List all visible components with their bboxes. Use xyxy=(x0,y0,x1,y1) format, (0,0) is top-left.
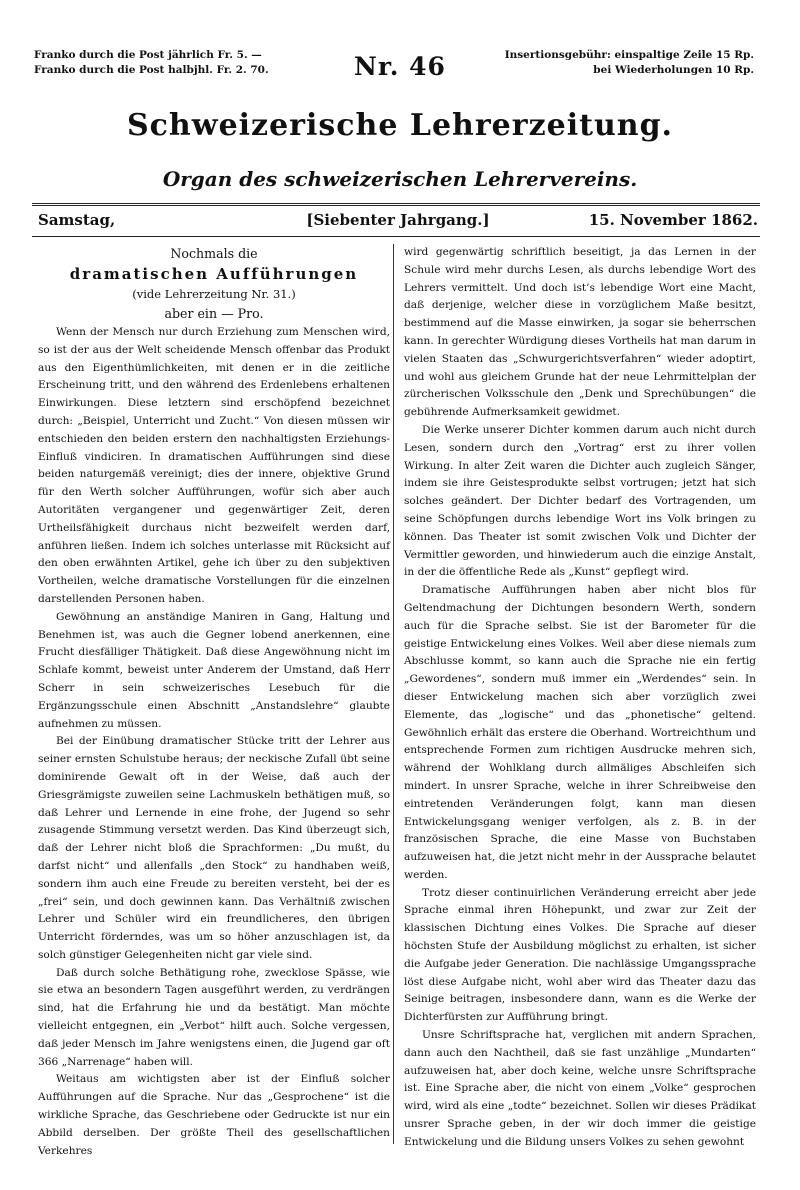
paragraph: Dramatische Aufführungen haben aber nicht blos für Geltendmachung der Dichtungen besondern Werth, sondern auch für die Sprache selbst. Sie ist der Barometer für die geistige Entwickelung eines Volkes. Weil aber diese niemals zum Abschlusse kommt, so kann auch die Sprache nie ein fertig „Gewordenes“, sondern muß immer ein „Werdendes“ sein. In dieser Entwickelung machen sich aber vorzüglich zwei Elemente, das „logische“ und das „phonetische“ geltend. Gewöhnlich erhält das erstere die Oberhand. Wortreichthum und entsprechende Formen zum richtigen Ausdrucke mehren sich, während der Wohlklang durch allmäliges Abschleifen sich mindert. In unsrer Sprache, welche in ihrer Schreibweise den eintretenden Veränderungen folgt, kann man diesen Entwickelungsgang weniger verfolgen, als z. B. in der französischen Sprache, die eine Masse von Buchstaben aufzuweisen hat, die jetzt nicht mehr in der Aussprache belautet werden. xyxy=(404,584,756,881)
volume-label: [Siebenter Jahrgang.] xyxy=(306,211,490,229)
article-post-title: aber ein — Pro. xyxy=(164,306,264,321)
subscription-halfyearly: Franko durch die Post halbjhl. Fr. 2. 70. xyxy=(34,64,269,76)
article-title: dramatischen Aufführungen xyxy=(69,265,359,283)
paragraph-continued: wird gegenwärtig schriftlich beseitigt, ja das Lernen in der Schule wird mehr durchs Lesen, als durchs lebendige Wort des Lehrers vermittelt. Und doch ist’s lebendige Wort eine Macht, daß derjenige, welcher diese in vorzüglichem Maße besitzt, bestimmend auf die Masse einwirken, ja sogar sie beherrschen kann. In gerechter Würdigung dieses Vortheils hat man darum in vielen Staaten das „Schwurgerichtsverfahren“ wieder adoptirt, und wohl aus gleichem Grunde hat der neue Lehrmittelplan der zürcherischen Volksschule den „Denk und Sprechübungen“ die gebührende Aufmerksamkeit gewidmet. xyxy=(404,246,756,419)
subscription-yearly: Franko durch die Post jährlich Fr. 5. — xyxy=(34,49,262,61)
issue-date: 15. November 1862. xyxy=(588,211,758,229)
paragraph: Unsre Schriftsprache hat, verglichen mit andern Sprachen, dann auch den Nachtheil, daß sie fast unzählige „Mundarten“ aufzuweisen hat, aber doch keine, welche unsre Schriftsprache ist. Eine Sprache aber, die nicht von einem „Volke“ gesprochen wird, wird als eine „todte“ bezeichnet. Sollen wir dieses Prädikat unsrer Sprache geben, in der wir doch immer die geistige Entwickelung und die Bildung unsers Volkes zu sehen gewohnt xyxy=(404,1029,756,1148)
header-rule-top xyxy=(32,203,760,206)
advertising-rates xyxy=(505,48,754,78)
article-reference: (vide Lehrerzeitung Nr. 31.) xyxy=(132,287,296,301)
paragraph: Wenn der Mensch nur durch Erziehung zum Menschen wird, so ist der aus der Welt scheidende Mensch offenbar das Produkt aus den Eigenthümlichkeiten, mit denen er in die zeitliche Erscheinung tritt, und den während des Erdenlebens erhaltenen Einwirkungen. Diese letztern sind erschöpfend bezeichnet durch: „Beispiel, Unterricht und Zucht.“ Von diesen müssen wir entschieden den beiden erstern den nachhaltigsten Erziehungs-Einfluß vindiciren. In dramatischen Aufführungen sind diese beiden naturgemäß vereinigt; dies der innere, objektive Grund für den Werth solcher Aufführungen, wofür sich aber auch Autoritäten vergangener und gegenwärtiger Zeit, deren Urtheilsfähigkeit durchaus nicht bezweifelt werden darf, anführen ließen. Indem ich solches unterlasse mit Rücksicht auf den oben erwähnten Artikel, gehe ich über zu den subjektiven Vortheilen, welche dramatische Vorstellungen für die einzelnen darstellenden Personen haben. xyxy=(38,326,390,605)
paragraph: Trotz dieser continuirlichen Veränderung erreicht aber jede Sprache einmal ihren Höhepunkt, und zwar zur Zeit der klassischen Dichtung eines Volkes. Die Sprache auf dieser höchsten Stufe der Ausbildung möglichst zu erhalten, ist sicher die Aufgabe jeder Generation. Die nachlässige Umgangssprache löst diese Aufgabe nicht, wohl aber wird das Theater dazu das Seinige beitragen, insbesondere dann, wann es die Werke der Dichterfürsten zur Aufführung bringt. xyxy=(404,886,756,1024)
paragraph: Gewöhnung an anständige Maniren in Gang, Haltung und Benehmen ist, was auch die Gegner lobend anerkennen, eine Frucht diesfälliger Thätigkeit. Daß diese Angewöhnung nicht im Schlafe kommt, beweist unter Anderem der Umstand, daß Herr Scherr in sein schweizerisches Lesebuch für die Ergänzungsschule einen Abschnitt „Anstandslehre“ glaubte aufnehmen zu müssen. xyxy=(38,610,390,730)
header-rule-bottom xyxy=(32,236,760,237)
paragraph: Weitaus am wichtigsten aber ist der Einfluß solcher Aufführungen auf die Sprache. Nur das „Gesprochene“ ist die wirkliche Sprache, das Geschriebene oder Gedruckte ist nur ein Abbild derselben. Der größte Theil des gesellschaftlichen Verkehres xyxy=(38,1073,390,1157)
ad-rate-repeat: bei Wiederholungen 10 Rp. xyxy=(593,64,754,76)
issue-number: Nr. 46 xyxy=(354,52,446,81)
paragraph: Die Werke unserer Dichter kommen darum auch nicht durch Lesen, sondern durch den „Vortrag“ erst zu ihrer vollen Wirkung. In alter Zeit waren die Dichter auch zugleich Sänger, indem sie ihre Geistesprodukte selbst vortrugen; jetzt hat sich solches geändert. Der Dichter bedarf des Vortragenden, um seine Schöpfungen durchs lebendige Wort ins Volk bringen zu können. Das Theater ist somit zwischen Volk und Dichter der Vermittler geworden, und hinwiederum auch die einzige Anstalt, in der die öffentliche Rede als „Kunst“ gepflegt wird. xyxy=(404,423,756,579)
masthead-title: Schweizerische Lehrerzeitung. xyxy=(127,108,673,143)
article-heading xyxy=(38,244,390,324)
column-divider xyxy=(393,244,394,1144)
weekday: Samstag, xyxy=(38,211,116,229)
left-column xyxy=(38,244,390,1160)
masthead-subtitle: Organ des schweizerischen Lehrervereins. xyxy=(162,167,638,191)
paragraph: Daß durch solche Bethätigung rohe, zwecklose Spässe, wie sie etwa an besondern Tagen ausgeführt werden, zu verdrängen sind, hat die Erfahrung hie und da bestätigt. Man möchte vielleicht entgegnen, ein „Verbot“ hilft auch. Solche vergessen, daß jeder Mensch im Jahre wenigstens einen, die Jugend gar oft 366 „Narrenage“ haben will. xyxy=(38,966,390,1068)
article-pre-title: Nochmals die xyxy=(170,246,258,261)
paragraph: Bei der Einübung dramatischer Stücke tritt der Lehrer aus seiner ernsten Schulstube heraus; der neckische Zufall übt seine dominirende Gewalt oft in der Weise, daß auch der Griesgrämigste zuweilen seine Lachmuskeln bethätigen muß, so daß Lehrer und Lernende in eine frohe, der Jugend so sehr zusagende Stimmung versetzt werden. Das Kind überzeugt sich, daß der Lehrer nicht bloß die Sprachformen: „Du mußt, du darfst nicht“ und allenfalls „den Stock“ zu handhaben weiß, sondern ihm auch eine Freude zu bereiten versteht, bei der es „frei“ sein, und doch gewinnen kann. Das Verhältniß zwischen Lehrer und Schüler wird ein freundlicheres, den übrigen Unterricht förderndes, was um so höher anzuschlagen ist, da solch günstiger Gelegenheiten nicht gar viele sind. xyxy=(38,735,390,961)
ad-rate-single: Insertionsgebühr: einspaltige Zeile 15 Rp. xyxy=(504,49,754,61)
right-column xyxy=(404,244,756,1152)
